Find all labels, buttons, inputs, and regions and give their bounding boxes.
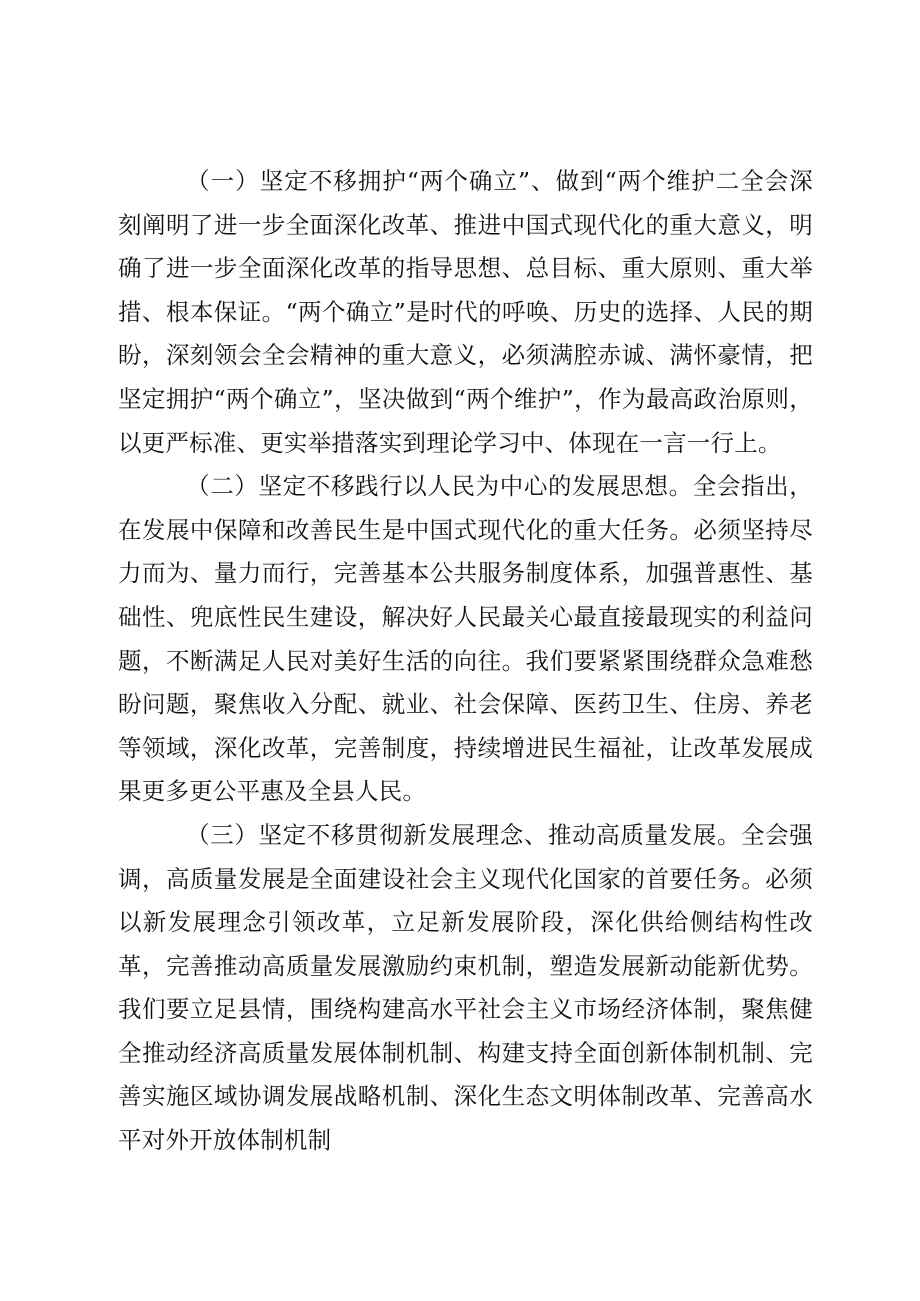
paragraph-2: （二）坚定不移践行以人民为中心的发展思想。全会指出，在发展中保障和改善民生是中国式现代化的重大任务。必须坚持尽力而为、量力而行，完善基本公共服务制度体系，加强普惠性、基础性、兜底性民生建设，解决好人民最关心最直接最现实的利益问题，不断满足人民对美好生活的向往。我们要紧紧围绕群众急难愁盼问题，聚焦收入分配、就业、社会保障、医药卫生、住房、养老等领域，深化改革，完善制度，持续增进民生福祉，让改革发展成果更多更公平惠及全县人民。 xyxy=(118,472,813,806)
paragraph-3: （三）坚定不移贯彻新发展理念、推动高质量发展。全会强调，高质量发展是全面建设社会主义现代化国家的首要任务。必须以新发展理念引领改革，立足新发展阶段，深化供给侧结构性改革，完善推动高质量发展激励约束机制，塑造发展新动能新优势。我们要立足县情，围绕构建高水平社会主义市场经济体制，聚焦健全推动经济高质量发展体制机制、构建支持全面创新体制机制、完善实施区域协调发展战略机制、深化生态文明体制改革、完善高水平对外开放体制机制 xyxy=(118,820,813,1155)
document-body xyxy=(118,160,813,1163)
paragraph-1: （一）坚定不移拥护“两个确立”、做到“两个维护二全会深刻阐明了进一步全面深化改革、推进中国式现代化的重大意义，明确了进一步全面深化改革的指导思想、总目标、重大原则、重大举措、根本保证。“两个确立”是时代的呼唤、历史的选择、人民的期盼，深刻领会全会精神的重大意义，必须满腔赤诚、满怀豪情，把坚定拥护“两个确立”，坚决做到“两个维护”，作为最高政治原则，以更严标准、更实举措落实到理论学习中、体现在一言一行上。 xyxy=(118,167,813,457)
